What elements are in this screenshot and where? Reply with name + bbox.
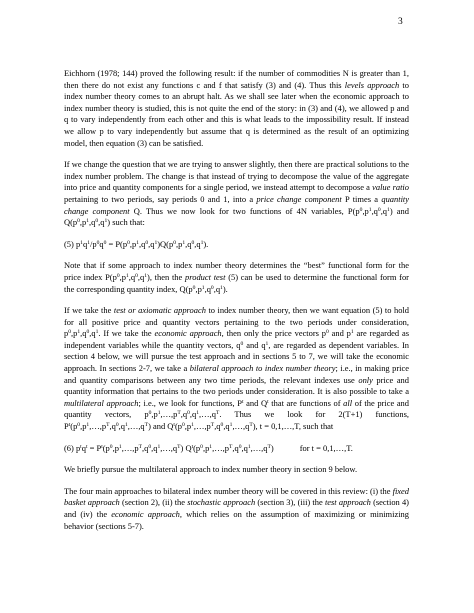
paragraph-approaches: If we take the test or axiomatic approach to index number theory, then we want equation (5) to hold for all positive price and quantity vectors pertaining to the two periods under consideration, $p^0,p^1,q^0,q^1$. If we take the economic approach, then only the price vectors $p^0$ and $p^1$ are regarded as independent variables while the quantity vectors, $q^0$ and $q^1$, are regarded as dependent variables. In section 4 below, we will pursue the test approach and in sections 5 to 7, we will take the economic approach. In sections 2-7, we take a bilateral approach to index number theory; i.e., in making price and quantity comparisons between any two time periods, the relevant indexes use only price and quantity information that pertains to the two periods under consideration. It is also possible to take a multilateral approach; i.e., we look for functions, $P^t$ and $Q^t$ that are functions of all of the price and quantity vectors, $p^0,p^1,\dots,p^T,q^0,q^1,\dots,q^T$. Thus we look for 2(T+1) functions, $P^t(p^0,p^1,\dots,p^T,q^0,q^1,\dots,q^T)$ and $Q^t(p^0,p^1,\dots,p^T,q^0,q^1,\dots,q^T)$, t = 0,1,…,T, such that	[64, 305, 409, 432]
page-body	[64, 68, 409, 542]
equation-5: (5) $p^1q^1/p^0q^0 = P(p^0,p^1,q^0,q^1)Q(p^0,p^1,q^0,q^1)$.	[64, 238, 209, 249]
paragraph-eichhorn-result: Eichhorn (1978; 144) proved the following result: if the number of commodities N is greater than 1, then there do not exist any functions c and f that satisfy (3) and (4). Thus this levels approach to index number theory comes to an abrupt halt. As we shall see later when the economic approach to index number theory is studied, this is not quite the end of the story: in (3) and (4), we allowed p and q to vary independently from each other and this is what leads to the impossibility result. If instead we allow p to vary independently but assume that q is determined as the result of an optimizing model, then equation (3) can be satisfied.	[64, 68, 409, 148]
page-number: 3	[398, 17, 403, 27]
paragraph-product-test: Note that if some approach to index number theory determines the “best” functional form for the price index $P(p^0,p^1,q^0,q^1)$, then the product test (5) can be used to determine the functional form for the corresponding quantity index, $Q(p^0,p^1,q^0,q^1)$.	[64, 260, 409, 294]
paragraph-multilateral-note: We briefly pursue the multilateral approach to index number theory in section 9 below.	[64, 464, 358, 475]
equation-6-range: for t = 0,1,…,T.	[299, 442, 353, 453]
equation-6: (6) $p^tq^t$ = $P^t(p^0,p^1,\dots,p^T,q^0,q^1,\dots,q^T)$ $Q^t(p^0,p^1,\dots,p^T,q^0,q^1,\dots,q^T)$ for t = 0,1,…,T.	[64, 442, 353, 453]
paragraph-value-ratio-decomposition: If we change the question that we are trying to answer slightly, then there are practical solutions to the index number problem. The change is that instead of trying to decompose the value of the aggregate into price and quantity components for a single period, we instead attempt to decompose a value ratio pertaining to two periods, say periods 0 and 1, into a price change component P times a quantity change component Q. Thus we now look for two functions of 4N variables, $P(p^0,p^1,q^0,q^1)$ and $Q(p^0,p^1,q^0,q^1)$ such that:	[64, 159, 409, 228]
paragraph-four-approaches: The four main approaches to bilateral index number theory will be covered in this review: (i) the fixed basket approach (section 2), (ii) the stochastic approach (section 3), (iii) the test approach (section 4) and (iv) the economic approach, which relies on the assumption of maximizing or minimizing behavior (sections 5-7).	[64, 485, 409, 531]
